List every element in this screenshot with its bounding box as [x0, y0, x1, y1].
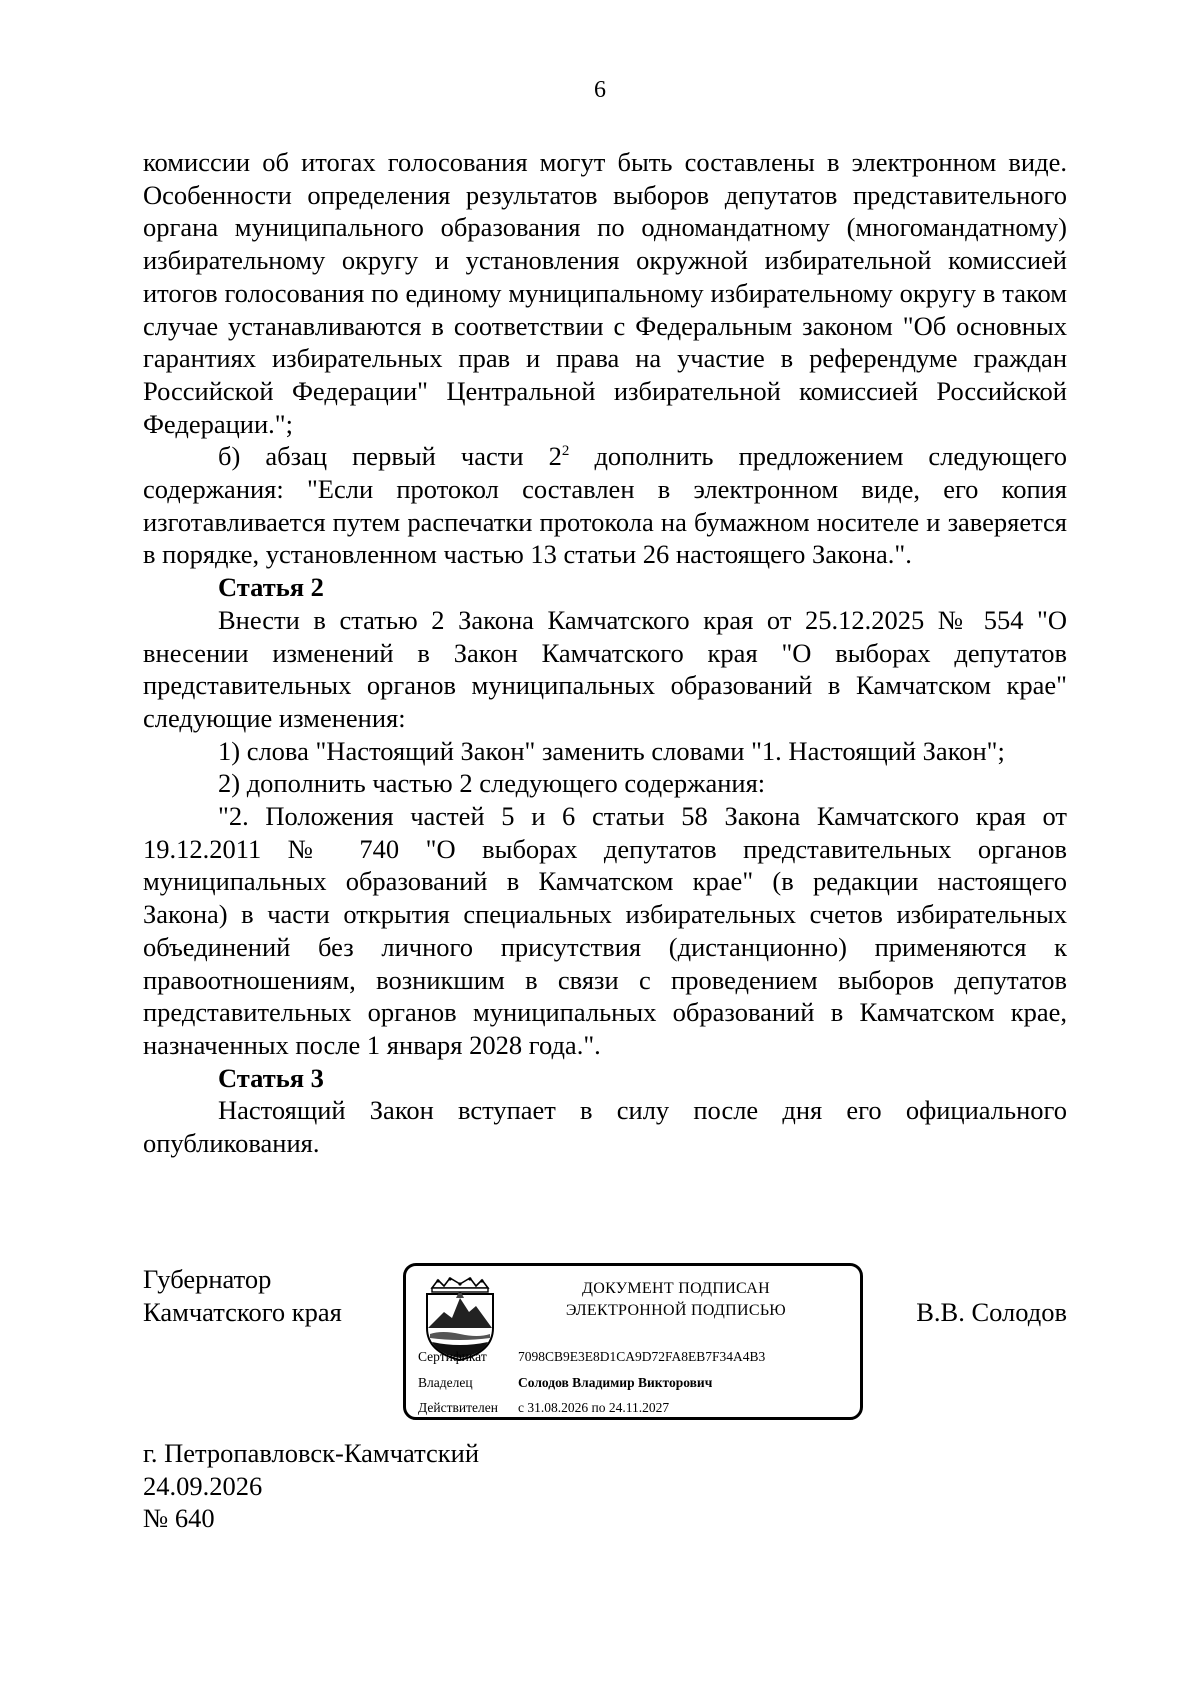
stamp-owner-row [418, 1374, 712, 1392]
stamp-validity-row [418, 1399, 669, 1417]
signatory-title [143, 1263, 342, 1329]
stamp-heading-line: ДОКУМЕНТ ПОДПИСАН [582, 1280, 770, 1297]
place-date-number [143, 1437, 479, 1535]
signatory-name: В.В. Солодов [916, 1297, 1067, 1327]
paragraph: "2. Положения частей 5 и 6 статьи 58 Закона Камчатского края от 19.12.2011 № 740 "О выборах депутатов представительных органов муниципальных образований в Камчатском крае" (в редакции настоящего Закона) в части открытия специальных избирательных счетов избирательных объединений без личного присутствия (дистанционно) применяются к правоотношениям, возникшим в связи с проведением выборов депутатов представительных органов муниципальных образований в Камчатском крае, назначенных после 1 января 2028 года.". [143, 801, 1067, 1060]
paragraph: 2) дополнить частью 2 следующего содержания: [218, 768, 766, 799]
validity-value: с 31.08.2026 по 24.11.2027 [518, 1400, 670, 1415]
paragraph: Настоящий Закон вступает в силу после дня его официального опубликования. [143, 1095, 1067, 1159]
certificate-label: Сертификат [418, 1349, 487, 1364]
city: г. Петропавловск-Камчатский [143, 1438, 479, 1468]
stamp-heading-line: ЭЛЕКТРОННОЙ ПОДПИСЬЮ [565, 1302, 787, 1319]
law-number: № 640 [143, 1503, 215, 1533]
date: 24.09.2026 [143, 1470, 263, 1501]
signatory-title-line: Губернатор [143, 1264, 272, 1294]
stamp-certificate-row [418, 1348, 765, 1366]
validity-label: Действителен [418, 1400, 498, 1415]
certificate-value: 7098CB9E3E8D1CA9D72FA8EB7F34A4B3 [518, 1349, 766, 1364]
signatory-title-line: Камчатского края [143, 1297, 342, 1327]
owner-value: Солодов Владимир Викторович [518, 1375, 713, 1390]
stamp-heading [516, 1278, 836, 1322]
article-heading: Статья 2 [218, 572, 324, 603]
paragraph: 1) слова "Настоящий Закон" заменить словами "1. Настоящий Закон"; [218, 735, 1005, 766]
paragraph: Внести в статью 2 Закона Камчатского края от 25.12.2025 № 554 "О внесении изменений в Закон Камчатского края "О выборах депутатов представительных органов муниципальных образований в Камчатском крае" следующие изменения: [143, 604, 1067, 733]
owner-label: Владелец [418, 1375, 473, 1390]
electronic-signature-stamp [403, 1263, 863, 1420]
paragraph-continuation: комиссии об итогах голосования могут быть составлены в электронном виде. Особенности определения результатов выборов депутатов представительного органа муниципального образования по одномандатному (многомандатному) избирательному округу и установления окружной избирательной комиссией итогов голосования по единому муниципальному избирательному округу в таком случае устанавливаются в соответствии с Федеральным законом "Об основных гарантиях избирательных прав и права на участие в референдуме граждан Российской Федерации" Центральной избирательной комиссией Российской Федерации."; [143, 147, 1067, 439]
paragraph-amendment-b: б) абзац первый части $2^2$ дополнить предложением следующего содержания: "Если протокол составлен в электронном виде, его копия изготавливается путем распечатки протокола на бумажном носителе и заверяется в порядке, установленном частью 13 статьи 26 настоящего Закона.". [143, 441, 1067, 570]
document-body [143, 146, 1067, 1160]
article-heading: Статья 3 [218, 1062, 324, 1093]
page-number: 6 [594, 77, 606, 103]
